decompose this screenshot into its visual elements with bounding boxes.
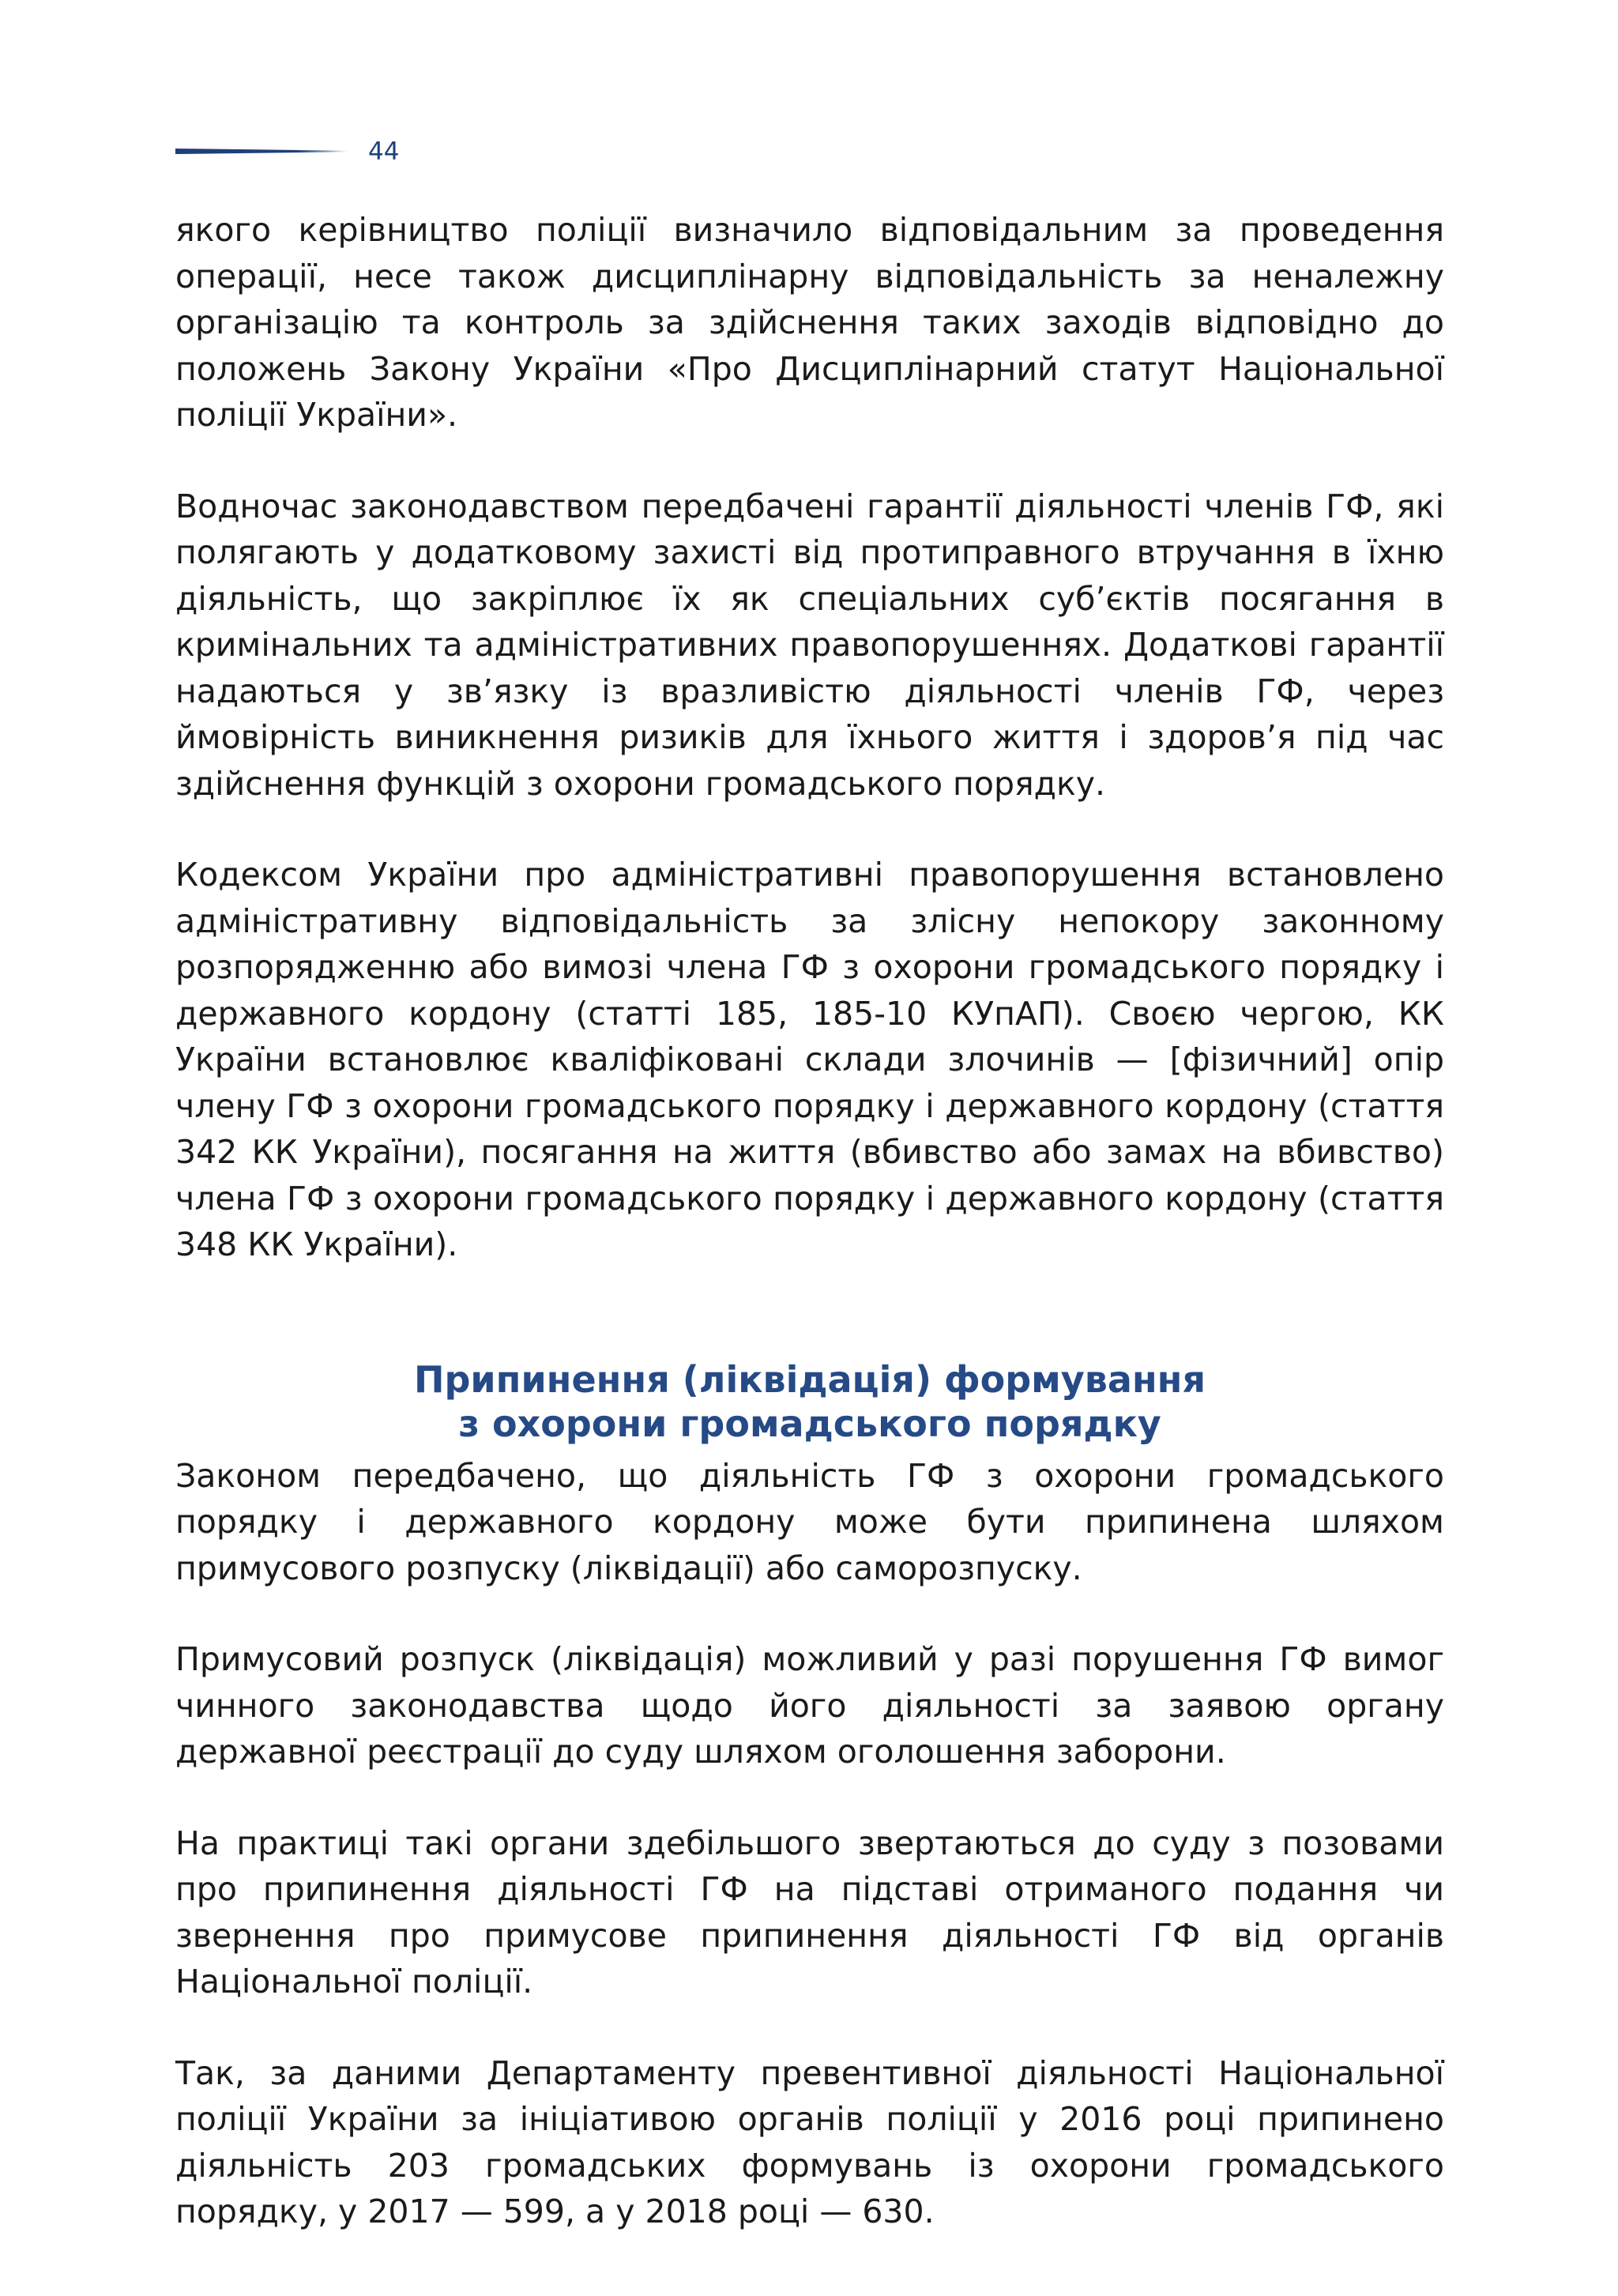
paragraph: Так, за даними Департаменту превентивної діяльності Національної поліції України за ініціативою органів поліції у 2016 році припинено діяльність 203 громадських формувань із охорони громадського порядку, у 2017 — 599, а у 2018 році — 630. (175, 2053, 1444, 2230)
header-rule (175, 149, 348, 154)
paragraph: Законом передбачено, що діяльність ГФ з охорони громадського порядку і державного кордону може бути припинена шляхом примусового розпуску (ліквідації) або саморозпуску. (175, 1456, 1444, 1587)
section-heading-line-2: з охорони громадського порядку (458, 1402, 1161, 1445)
section-heading (175, 1357, 1444, 1446)
paragraph: Кодексом України про адміністративні правопорушення встановлено адміністративну відповідальність за злісну непокору законному розпорядженню або вимозі члена ГФ з охорони громадського порядку і державного кордону (статті 185, 185-10 КУпАП). Своєю чергою, КК України встановлює кваліфіковані склади злочинів — [фізичний] опір члену ГФ з охорони громадського порядку і державного кордону (стаття 342 КК України), посягання на життя (вбивство або замах на вбивство) члена ГФ з охорони громадського порядку і державного кордону (стаття 348 КК України). (175, 856, 1444, 1263)
paragraph: На практиці такі органи здебільшого звертаються до суду з позовами про припинення діяльності ГФ на підставі отриманого подання чи звернення про примусове припинення діяльності ГФ від органів Національної поліції. (175, 1824, 1444, 2001)
section-heading-line-1: Припинення (ліквідація) формування (414, 1357, 1206, 1401)
page-number: 44 (368, 137, 400, 166)
page-content (175, 207, 1444, 2235)
paragraph: Водночас законодавством передбачені гарантії діяльності членів ГФ, які полягають у додатковому захисті від протиправного втручання в їхню діяльність, що закріплює їх як спеціальних суб’єктів посягання в кримінальних та адміністративних правопорушеннях. Додаткові гарантії надаються у зв’язку із вразливістю діяльності членів ГФ, через ймовірність виникнення ризиків для їхнього життя і здоров’я під час здійснення функцій з охорони громадського порядку. (175, 487, 1444, 803)
page-header (175, 136, 491, 167)
paragraph: Примусовий розпуск (ліквідація) можливий у разі порушення ГФ вимог чинного законодавства щодо його діяльності за заявою органу державної реєстрації до суду шляхом оголошення заборони. (175, 1640, 1444, 1771)
paragraph: якого керівництво поліції визначило відповідальним за проведення операції, несе також дисциплінарну відповідальність за неналежну організацію та контроль за здійснення таких заходів відповідно до положень Закону України «Про Дисциплінарний статут Національної поліції України». (175, 211, 1444, 434)
